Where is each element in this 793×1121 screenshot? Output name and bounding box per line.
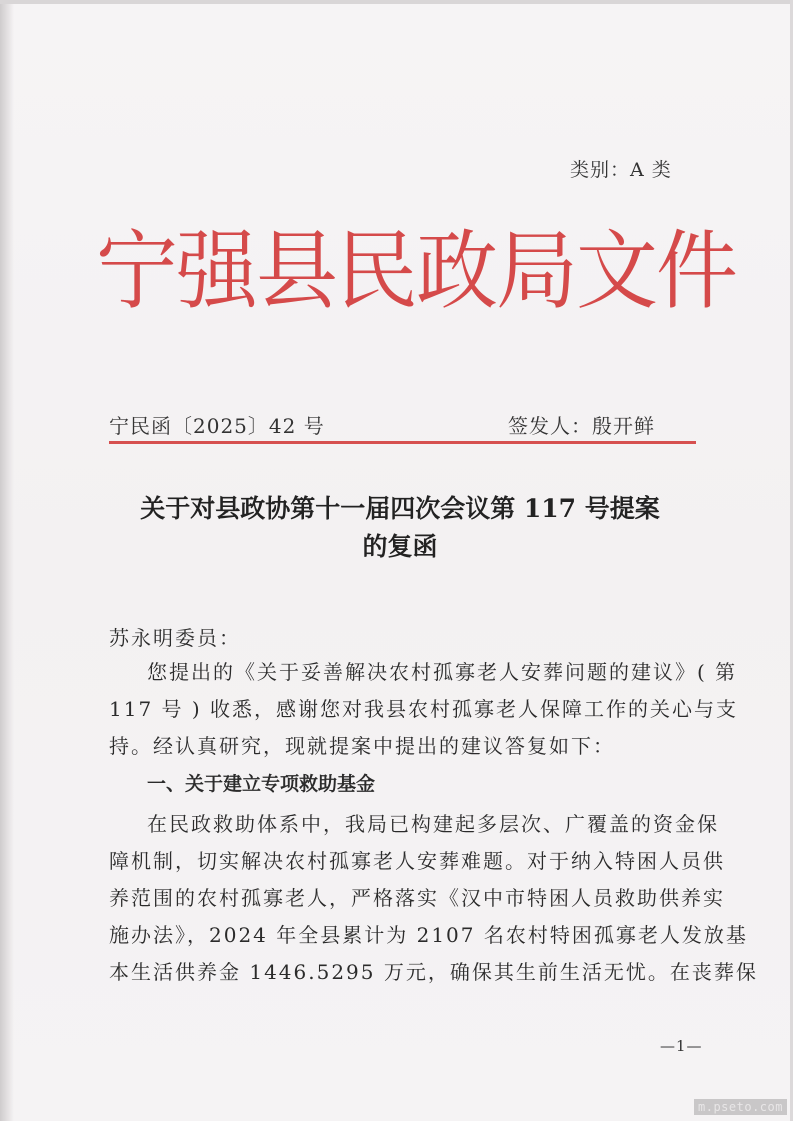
paragraph-1-line-3: 持。经认真研究，现就提案中提出的建议答复如下： xyxy=(109,734,615,758)
paragraph-2-line-2: 障机制，切实解决农村孤寡老人安葬难题。对于纳入特困人员供 xyxy=(109,849,725,873)
signer-label: 签发人：殷开鲜 xyxy=(508,414,655,438)
document-title xyxy=(90,490,710,566)
title-line-1: 关于对县政协第十一届四次会议第 117 号提案 xyxy=(140,494,660,523)
paragraph-2-line-5: 本生活供养金 1446.5295 万元，确保其生前生活无忧。在丧葬保 xyxy=(109,960,758,984)
red-divider-line xyxy=(109,441,696,444)
section-heading-1: 一、关于建立专项救助基金 xyxy=(147,773,376,795)
scan-top-edge xyxy=(0,0,793,4)
scan-left-shadow xyxy=(0,0,14,1121)
site-watermark: m.pseto.com xyxy=(694,1099,787,1115)
issuer-header-title: 宁强县民政局文件 xyxy=(96,221,737,322)
paragraph-1-line-1: 您提出的《关于妥善解决农村孤寡老人安葬问题的建议》( 第 xyxy=(147,660,738,684)
title-line-2: 的复函 xyxy=(362,532,438,561)
category-label: 类别：A 类 xyxy=(570,159,672,181)
salutation: 苏永明委员： xyxy=(109,626,241,650)
page-number: —1— xyxy=(660,1037,703,1055)
paragraph-1-line-2: 117 号 ) 收悉，感谢您对我县农村孤寡老人保障工作的关心与支 xyxy=(109,697,739,721)
paragraph-2-line-3: 养范围的农村孤寡老人，严格落实《汉中市特困人员救助供养实 xyxy=(109,886,725,910)
paragraph-2-line-1: 在民政救助体系中，我局已构建起多层次、广覆盖的资金保 xyxy=(147,812,719,836)
paragraph-2-line-4: 施办法》，2024 年全县累计为 2107 名农村特困孤寡老人发放基 xyxy=(109,923,748,947)
document-number: 宁民函〔2025〕42 号 xyxy=(109,414,325,438)
